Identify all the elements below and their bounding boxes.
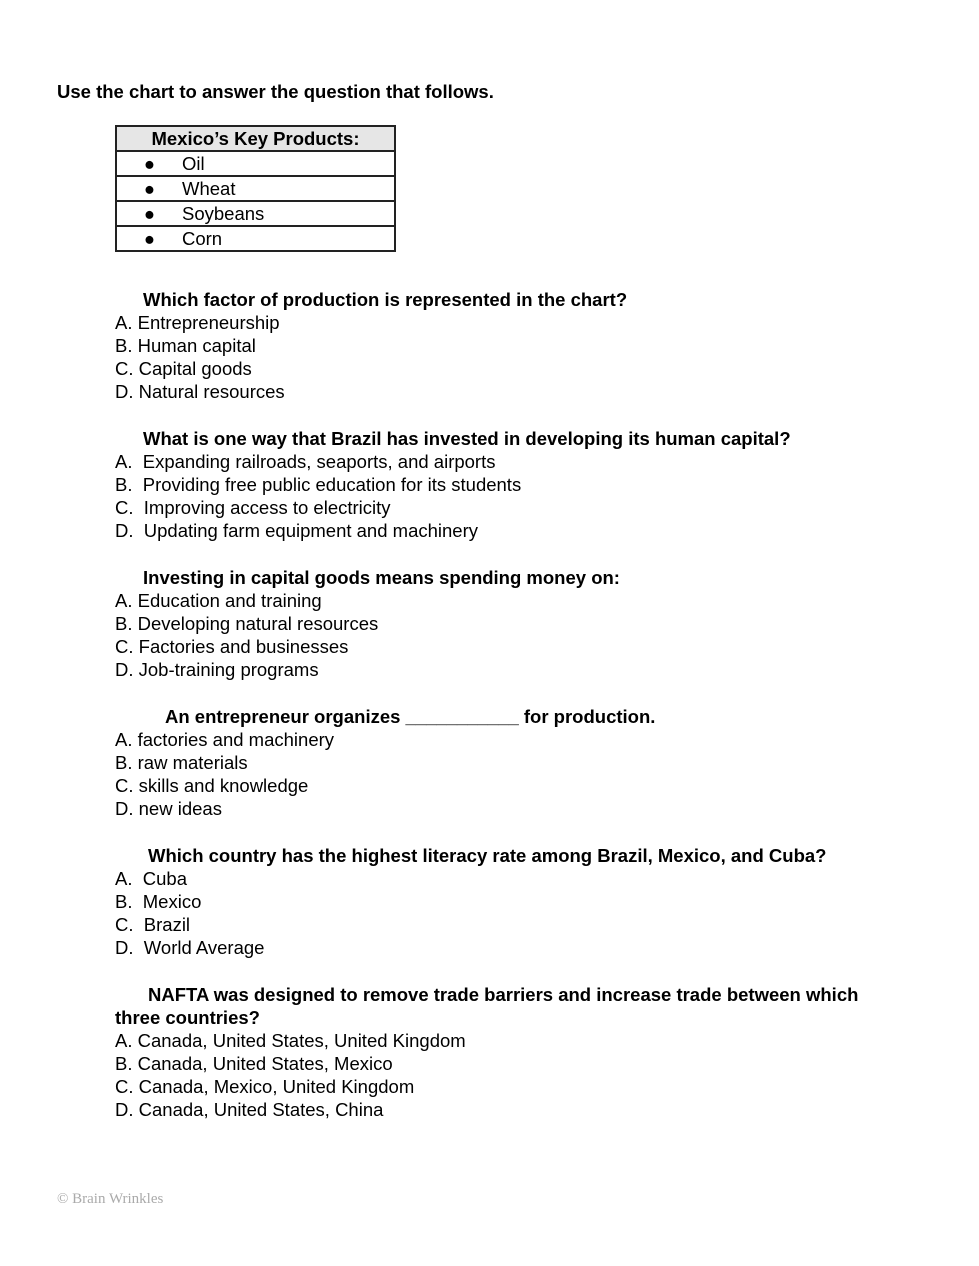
table-row — [116, 201, 395, 226]
answer-option: B. Mexico — [115, 891, 202, 912]
question-3 — [115, 566, 915, 681]
answer-option: B. Developing natural resources — [115, 613, 379, 634]
answer-option: C. Factories and businesses — [115, 636, 349, 657]
answer-option: D. Natural resources — [115, 381, 285, 402]
product-item: Oil — [182, 153, 205, 174]
answer-option: C. Canada, Mexico, United Kingdom — [115, 1076, 415, 1097]
answer-option: A. Education and training — [115, 590, 322, 611]
answer-option: A. Cuba — [115, 868, 187, 889]
mexico-products-table — [115, 125, 396, 252]
product-item: Soybeans — [182, 203, 265, 224]
copyright-footer: © Brain Wrinkles — [57, 1191, 164, 1207]
bullet-icon: ● — [143, 178, 156, 199]
question-text: Investing in capital goods means spending money on: — [143, 567, 620, 588]
product-item: Wheat — [182, 178, 236, 199]
answer-option: C. Brazil — [115, 914, 191, 935]
question-5 — [115, 844, 915, 959]
table-row — [116, 226, 395, 251]
answer-option: B. Providing free public education for its students — [115, 474, 522, 495]
bullet-icon: ● — [143, 153, 156, 174]
bullet-icon: ● — [143, 203, 156, 224]
answer-option: A. Expanding railroads, seaports, and airports — [115, 451, 496, 472]
question-text: Which factor of production is represented in the chart? — [143, 289, 628, 310]
product-item: Corn — [182, 228, 223, 249]
question-text: Which country has the highest literacy rate among Brazil, Mexico, and Cuba? — [148, 845, 827, 866]
answer-option: A. factories and machinery — [115, 729, 335, 750]
question-1 — [115, 288, 915, 403]
table-row — [116, 151, 395, 176]
answer-option: C. Improving access to electricity — [115, 497, 391, 518]
instructions: Use the chart to answer the question that follows. — [57, 81, 494, 102]
question-2 — [115, 427, 915, 542]
answer-option: B. raw materials — [115, 752, 248, 773]
table-row — [116, 176, 395, 201]
bullet-icon: ● — [143, 228, 156, 249]
question-4 — [115, 705, 915, 820]
question-text: What is one way that Brazil has invested in developing its human capital? — [143, 428, 791, 449]
answer-option: C. skills and knowledge — [115, 775, 309, 796]
answer-option: B. Human capital — [115, 335, 256, 356]
answer-option: D. World Average — [115, 937, 265, 958]
question-text: NAFTA was designed to remove trade barriers and increase trade between which three countries? — [115, 984, 859, 1028]
answer-option: D. Job-training programs — [115, 659, 319, 680]
answer-option: C. Capital goods — [115, 358, 252, 379]
answer-option: D. new ideas — [115, 798, 222, 819]
answer-option: A. Canada, United States, United Kingdom — [115, 1030, 466, 1051]
answer-option: A. Entrepreneurship — [115, 312, 280, 333]
question-text: An entrepreneur organizes ___________ for production. — [165, 706, 656, 727]
answer-option: D. Updating farm equipment and machinery — [115, 520, 478, 541]
table-title: Mexico’s Key Products: — [116, 126, 395, 151]
answer-option: D. Canada, United States, China — [115, 1099, 384, 1120]
question-6 — [115, 983, 875, 1121]
answer-option: B. Canada, United States, Mexico — [115, 1053, 393, 1074]
